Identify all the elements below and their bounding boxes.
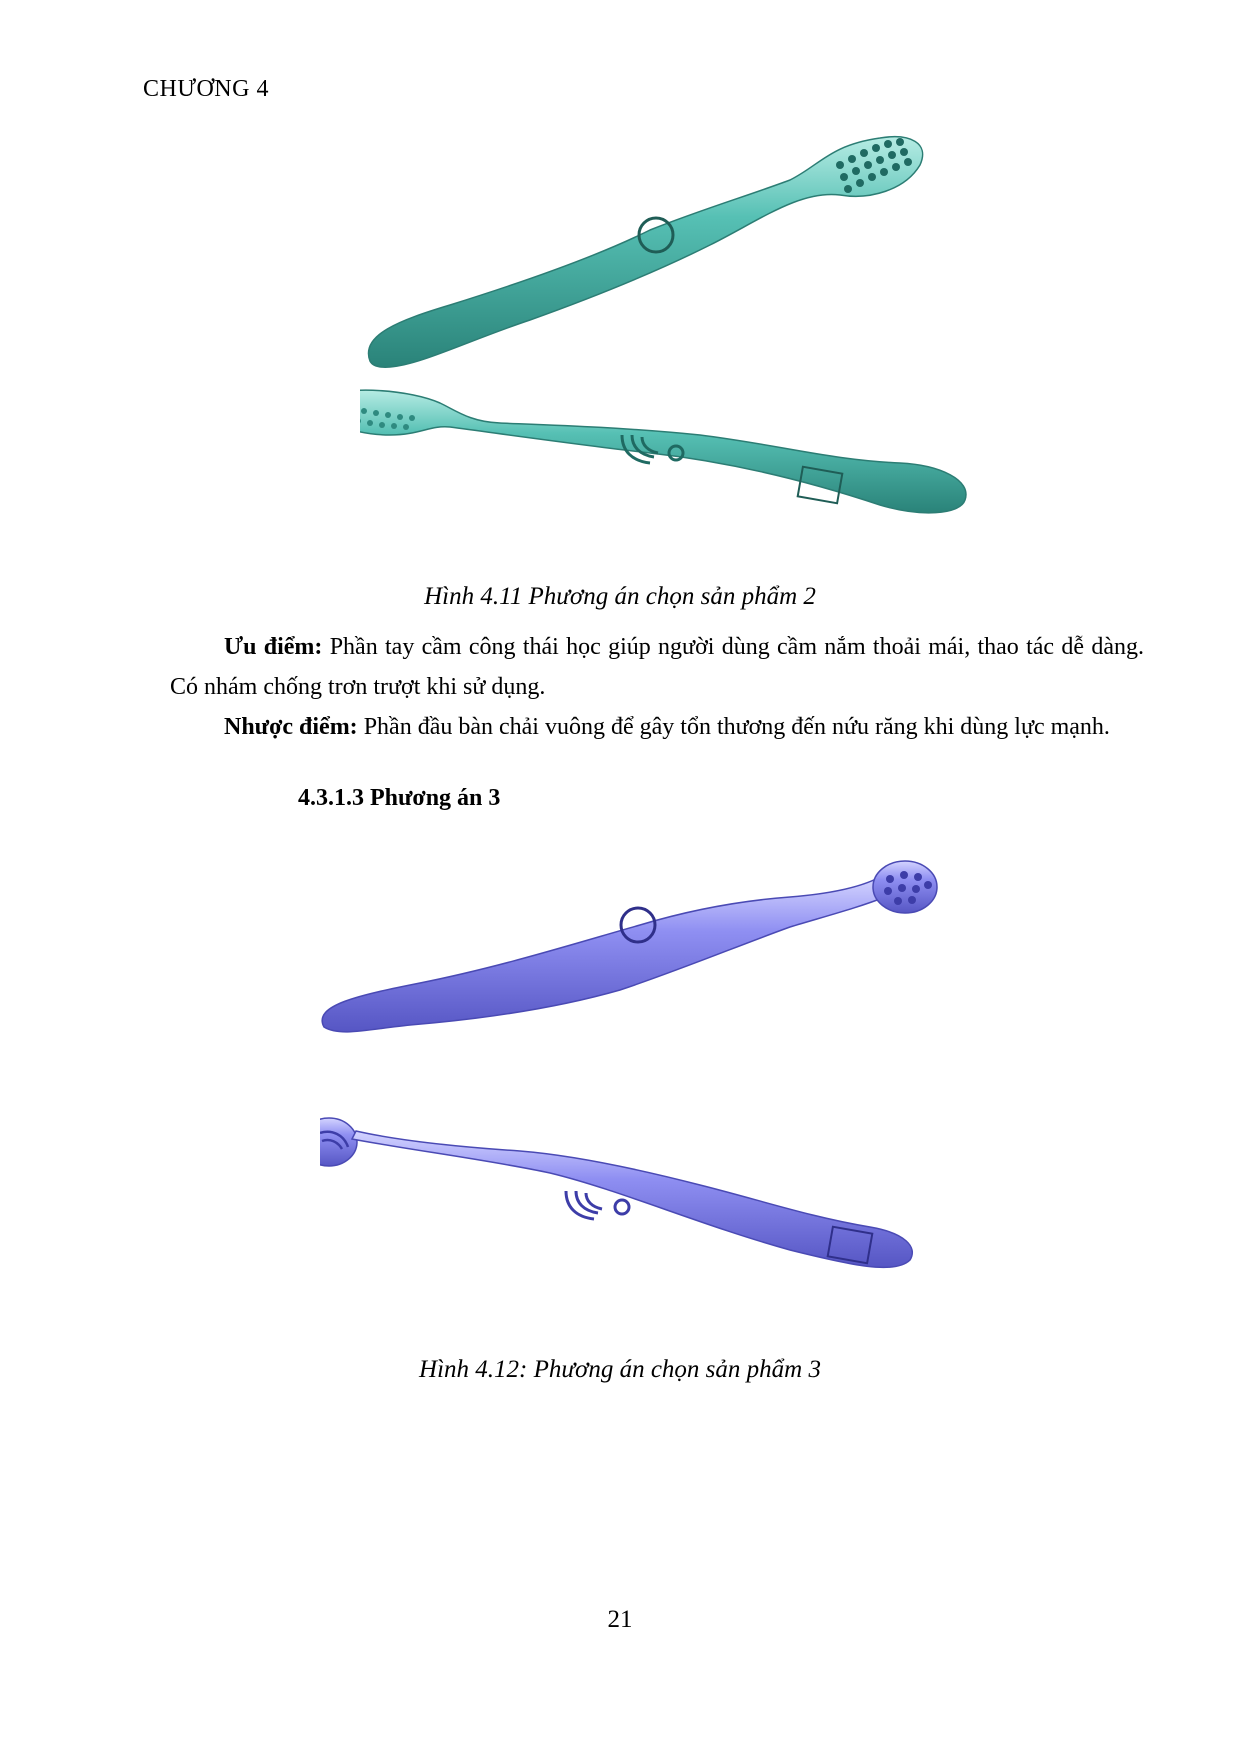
toothbrush-top-view	[322, 861, 937, 1032]
grip-ridges	[566, 1191, 629, 1219]
disadvantages-text: Phần đầu bàn chải vuông để gây tổn thương đến nứu răng khi dùng lực mạnh.	[357, 714, 1110, 740]
figure-toothbrush-option-3	[320, 855, 1020, 1315]
disadvantages-paragraph	[170, 707, 1144, 747]
chapter-header: CHƯƠNG 4	[143, 76, 269, 102]
advantages-label: Ưu điểm:	[224, 634, 323, 660]
section-heading: 4.3.1.3 Phương án 3	[298, 785, 501, 811]
page-number: 21	[607, 1606, 633, 1633]
figure-caption-4-11: Hình 4.11 Phương án chọn sản phẩm 2	[424, 583, 816, 610]
advantages-paragraph	[170, 627, 1144, 707]
round-head	[320, 1118, 357, 1166]
figure-caption-4-12: Hình 4.12: Phương án chọn sản phẩm 3	[419, 1356, 821, 1383]
toothbrush-bottom-view	[360, 390, 966, 513]
toothbrush-bottom-view	[320, 1118, 912, 1267]
toothbrush-top-view	[368, 137, 922, 367]
disadvantages-label: Nhược điểm:	[224, 714, 358, 740]
advantages-text: Phần tay cầm công thái học giúp người dùng cầm nắm thoải mái, thao tác dễ dàng. Có nhám chống trơn trượt khi sử dụng.	[170, 634, 1144, 700]
figure-toothbrush-option-2	[360, 135, 1060, 595]
